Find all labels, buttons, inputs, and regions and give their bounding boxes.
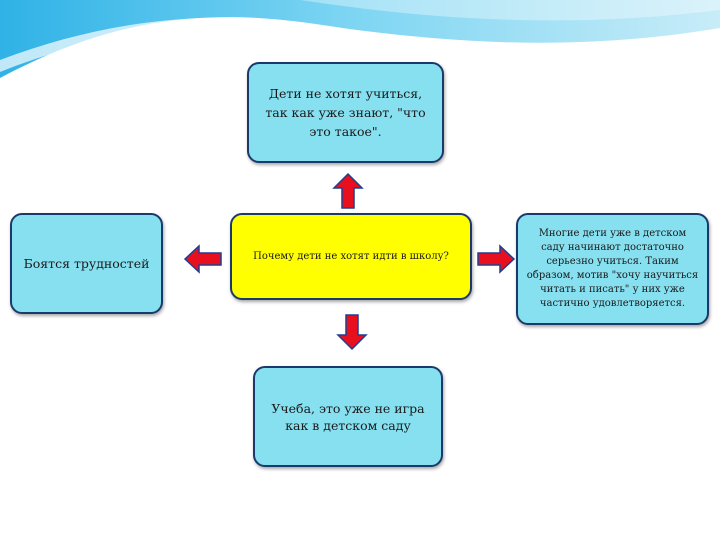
top-reason-text: Дети не хотят учиться, так как уже знают, "что это такое". [265, 86, 426, 139]
arrow-down-icon [336, 313, 368, 351]
arrow-right-icon [476, 244, 516, 274]
right-reason-box [516, 213, 709, 325]
right-reason-text: Многие дети уже в детском саду начинают достаточно серьезно учиться. Таким образом, мотив "хочу научиться читать и писать" у них уже частично удовлетворяется. [526, 228, 699, 309]
center-question-box [230, 213, 472, 300]
left-reason-box [10, 213, 163, 314]
top-reason-box [247, 62, 444, 163]
bottom-reason-text: Учеба, это уже не игра как в детском саду [271, 400, 425, 433]
arrow-up-icon [332, 172, 364, 210]
left-reason-text: Боятся трудностей [23, 256, 150, 271]
bottom-reason-box [253, 366, 443, 467]
center-question-text: Почему дети не хотят идти в школу? [253, 251, 449, 262]
arrow-left-icon [183, 244, 223, 274]
